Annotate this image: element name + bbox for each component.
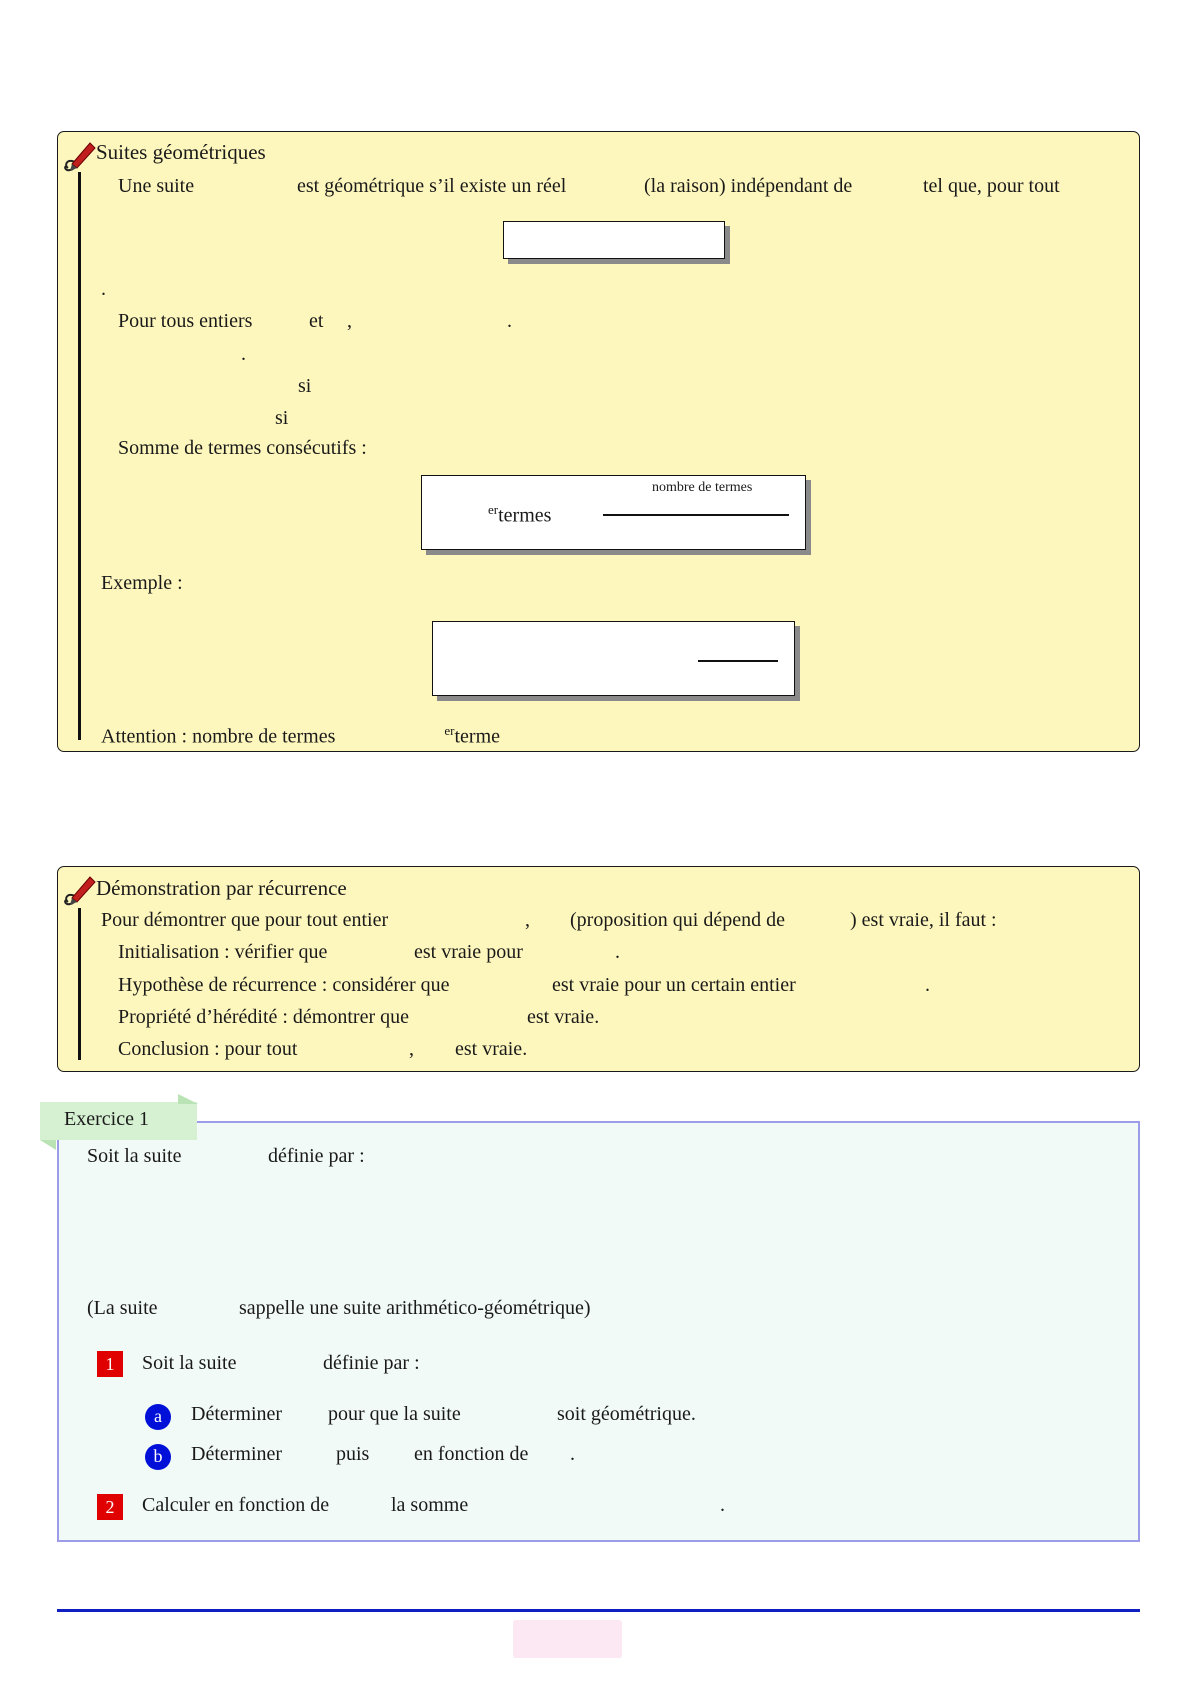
box2-init-c: . xyxy=(615,941,620,963)
ex-intro-a: Soit la suite xyxy=(87,1145,182,1167)
box2-concl-a: Conclusion : pour tout xyxy=(118,1038,298,1060)
box1-line2-c: , xyxy=(347,310,352,332)
pen-icon xyxy=(62,138,96,174)
box1-si1: si xyxy=(298,375,312,397)
box1-line2-a: Pour tous entiers xyxy=(118,310,253,332)
box1-line1-a: Une suite xyxy=(118,175,195,197)
sum-box-sup: er xyxy=(488,502,499,517)
box1-dot1: . xyxy=(101,278,106,300)
sum-box-terms: termes xyxy=(498,504,552,527)
exercise-tab-fold xyxy=(178,1094,198,1104)
box2-hyp-a: Hypothèse de récurrence : considérer que xyxy=(118,974,450,996)
question-b-number: b xyxy=(145,1444,171,1470)
exercise-tab xyxy=(40,1102,197,1140)
box2-title: Démonstration par récurrence xyxy=(96,876,347,900)
box1-line1-c: (la raison) indépendant de xyxy=(644,175,853,197)
box1-sum-label: Somme de termes consécutifs : xyxy=(118,437,367,459)
box2-hyp-b: est vraie pour un certain entier xyxy=(552,974,796,996)
qa-a: Déterminer xyxy=(191,1403,283,1425)
box1-dot2: . xyxy=(241,343,246,365)
ex-note-b: sappelle une suite arithmético-géométrique) xyxy=(239,1297,591,1319)
box1-example-label: Exemple : xyxy=(101,572,183,594)
footer-rule xyxy=(57,1609,1140,1612)
box1-line2-d: . xyxy=(507,310,512,332)
example-fraction-bar xyxy=(698,660,778,662)
attention-sup: er xyxy=(444,723,455,738)
ex-intro-b: définie par : xyxy=(268,1145,365,1167)
q1-a: Soit la suite xyxy=(142,1352,237,1374)
box2-her-b: est vraie. xyxy=(527,1006,600,1028)
formula-box-recurrence xyxy=(503,221,725,259)
q1-b: définie par : xyxy=(323,1352,420,1374)
q2-b: la somme xyxy=(391,1494,469,1516)
qb-b: puis xyxy=(336,1443,370,1465)
ex-note-a: (La suite xyxy=(87,1297,158,1319)
box2-intro-d: ) est vraie, il faut : xyxy=(850,909,997,931)
qb-d: . xyxy=(570,1443,575,1465)
attention-text: Attention : nombre de termes xyxy=(101,725,336,748)
formula-box-example xyxy=(432,621,795,696)
sum-box-top-label: nombre de termes xyxy=(652,480,753,495)
box1-attention xyxy=(101,723,500,749)
box2-hyp-c: . xyxy=(925,974,930,996)
question-2-number: 2 xyxy=(97,1494,123,1520)
box2-init-a: Initialisation : vérifier que xyxy=(118,941,328,963)
q2-a: Calculer en fonction de xyxy=(142,1494,330,1516)
qa-b: pour que la suite xyxy=(328,1403,461,1425)
box1-line1-b: est géométrique s’il existe un réel xyxy=(297,175,567,197)
formula-box-sum xyxy=(421,475,806,550)
qa-c: soit géométrique. xyxy=(557,1403,696,1425)
sum-box-fraction-bar xyxy=(603,514,789,516)
box2-intro-b: , xyxy=(525,909,530,931)
q2-c: . xyxy=(720,1494,725,1516)
pen-icon xyxy=(62,872,96,908)
box2-concl-b: , xyxy=(409,1038,414,1060)
box1-si2: si xyxy=(275,407,289,429)
box2-intro-a: Pour démontrer que pour tout entier xyxy=(101,909,389,931)
question-1-number: 1 xyxy=(97,1351,123,1377)
exercise-box xyxy=(57,1121,1140,1542)
attention-term: terme xyxy=(454,725,501,748)
box2-concl-c: est vraie. xyxy=(455,1038,528,1060)
footer-page-badge xyxy=(513,1620,622,1658)
box1-left-rule xyxy=(78,172,81,740)
question-a-number: a xyxy=(145,1404,171,1430)
exercise-tab-fold-left xyxy=(40,1140,56,1150)
qb-a: Déterminer xyxy=(191,1443,283,1465)
box1-line1-d: tel que, pour tout xyxy=(923,175,1060,197)
exercise-tab-label: Exercice 1 xyxy=(64,1108,149,1130)
box2-her-a: Propriété d’hérédité : démontrer que xyxy=(118,1006,409,1028)
box2-intro-c: (proposition qui dépend de xyxy=(570,909,785,931)
sum-box-first-terms xyxy=(488,502,551,528)
qb-c: en fonction de xyxy=(414,1443,529,1465)
box1-title: Suites géométriques xyxy=(96,140,266,164)
box2-init-b: est vraie pour xyxy=(414,941,523,963)
box1-line2-b: et xyxy=(309,310,324,332)
box2-left-rule xyxy=(78,908,81,1060)
